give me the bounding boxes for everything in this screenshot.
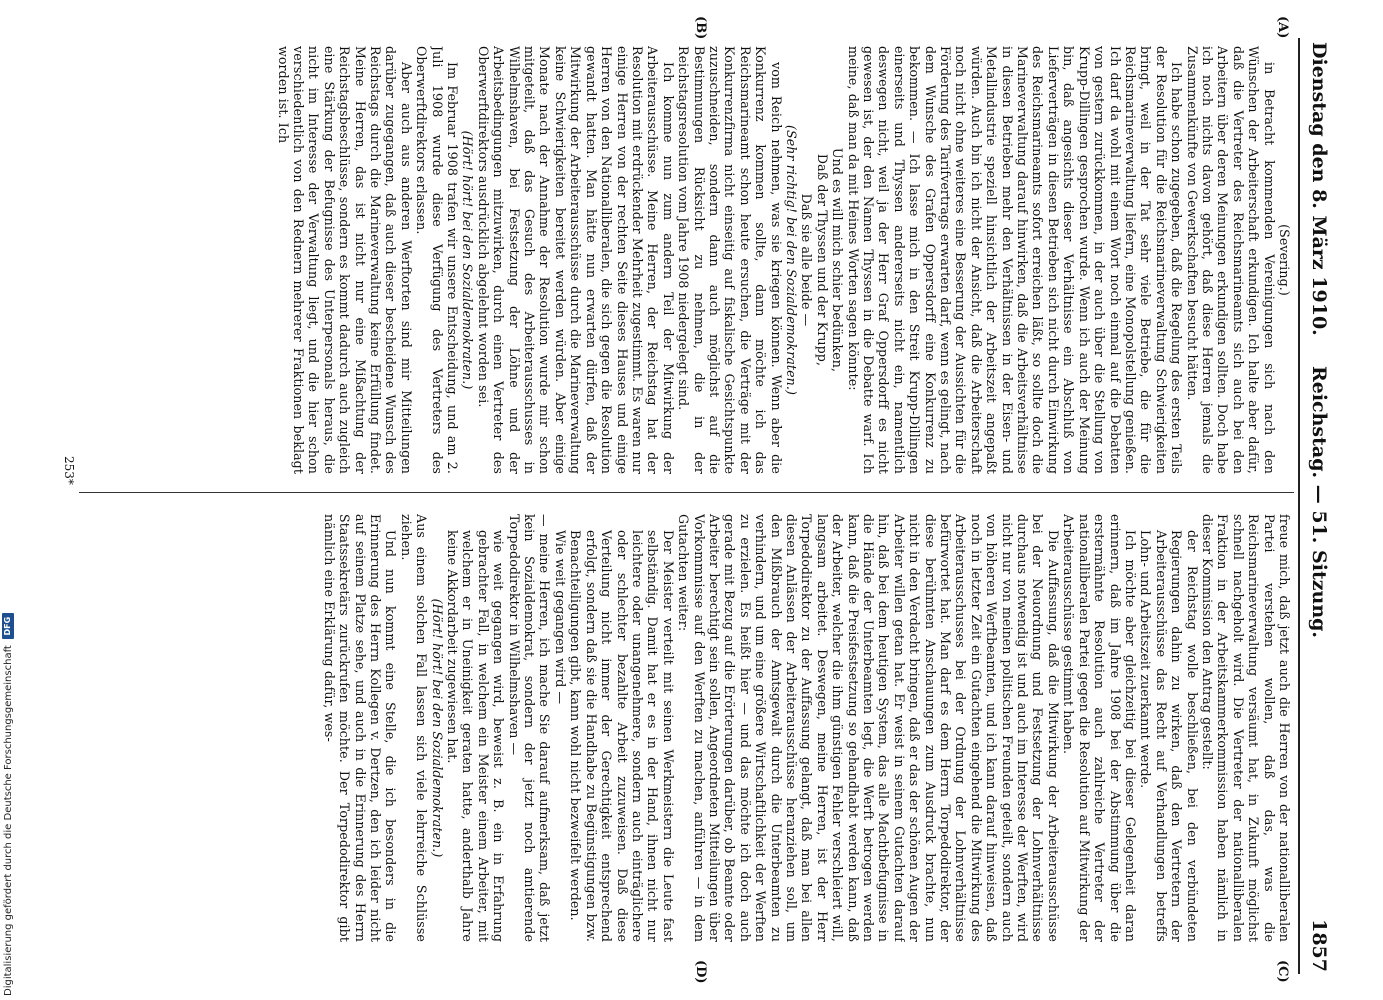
paragraph: Im Februar 1908 trafen wir unsere Entscheidung, und am 2. Juli 1908 wurde diese Verfügung des Vertreters des Oberwerftdirektors erlassen. (414, 46, 461, 474)
interjection: (Hört! hört! bei den Sozialdemokraten.) (460, 130, 476, 390)
paragraph: Die Auffassung, daß die Mitwirkung der Arbeiterausschüsse bei der Neuordnung und Festsetzung der Lohnverhältnisse durchaus notwendig ist und auch im Interesse der Werften, wird nicht nur von meinen politischen Freunden geteilt, sondern auch von höheren Werftbeamten, und ich kann darauf hinweisen, daß noch in letzter Zeit ein Gutachten eingehend die Mitwirkung des Arbeiterausschusses bei der Ordnung der Lohnverhältnisse befürwortet hat. Man darf es dem Herrn Torpedodirektor, der diese berühmten Anschauungen zum Ausdruck brachte, nun nicht in den Verdacht bringen, daß er das der schönen Augen der Arbeiter willen getan hat. Er weist in seinem Gutachten darauf hin, daß bei dem heutigen System, das alle Machtbefugnisse in die Hände der Unterbeamten legt, die Werft betrogen werden kann, daß die Preisfestsetzung so gehandhabt werden kann, daß der Arbeiter, welcher die ihm günstigen Fehler verschleiert will, langsam arbeitet. Deswegen, meine Herren, ist der Herr Torpedodirektor zu der Auffassung gelangt, daß man bei allen diesen Anlässen der Arbeiterausschüsse heranziehen soll, um den Mißbrauch der Amtsgewalt durch die Unterbeamten zu verhindern, und um eine größere Wirtschaftlichkeit der Werften zu erzielen. Es heißt hier — und das möchte ich doch auch gerade mit Bezug auf die Erörterungen darüber, ob Beamte oder Arbeiter berechtigt sein sollen, Angeordneten Mitteilungen über Vorkommnisse auf den Werften zu machen, anführen — in dem Gutachten weiter: (676, 514, 1061, 942)
paragraph: Und nun kommt eine Stelle, die ich besonders in die Erinnerung des Herrn Kollegen v. Dertzen, den ich leider nicht auf seinem Platze sehe, und auch in die Erinnerung des Herrn Staatssekretärs zurückrufen möchte. Der Torpedodirektor gibt nämlich eine Erklärung dafür, wes- (321, 514, 399, 942)
header-page-number: 1857 (1308, 919, 1330, 972)
blockquote (1138, 514, 1200, 942)
interjection: (Sehr richtig! bei den Sozialdemokraten.) (784, 125, 799, 395)
paragraph: freue mich, daß jetzt auch die Herren von der nationalliberalen Partei verstehen wollen, daß das, was die Reichsmarineverwaltung versäumt hat, in Zukunft möglichst schnell nachgeholt wird. Die Vertreter der nationalliberalen Fraktion in der Arbeitskammerkommission haben nämlich in dieser Kommission den Antrag gestellt: (1199, 514, 1292, 942)
quoted-text: wie weit gegangen wird, beweist z. B. ein in Erfahrung gebrachter Fall, in welchem ein Meister einem Arbeiter, mit welchem er in Uneinigkeit geraten hatte, anderthalb Jahre keine Akkordarbeit zugewiesen hat. (445, 530, 507, 942)
header-date: Dienstag den 8. März 1910. (1308, 42, 1330, 336)
column-divider (79, 492, 1294, 493)
paragraph: Aus einem solchen Fall lassen sich viele lehrreiche Schlüsse ziehen. (398, 514, 430, 942)
centered-line: Daß der Thyssen und der Krupp, (814, 153, 830, 367)
paragraph: Ich möchte aber gleichzeitig bei dieser Gelegenheit daran erinnern, daß im Jahre 1908 bei der Abstimmung über die erstermähnte Resolution auch zahlreiche Vertreter der nationalliberalen Partei gegen die Resolution auf Mitwirkung der Arbeiterausschüsse gestimmt haben. (1061, 514, 1138, 942)
dfg-logo: DFG (2, 613, 14, 639)
digitization-note (2, 396, 14, 996)
page-header (1300, 42, 1330, 972)
margin-marker-b: (B) (693, 16, 708, 40)
rotated-newspaper-page (42, 8, 1334, 988)
margin-marker-d: (D) (693, 960, 708, 984)
paragraph: Ich komme nun zum andern Teil der Mitwirkung der Arbeiterausschüsse. Meine Herren, der Reichstag hat der Resolution mit erdrückender Mehrheit zugestimmt. Es waren nur einige Herren von der rechten Seite dieses Hauses und einige Herren von den Nationalliberalen, die sich gegen die Resolution gewandt hatten. Man hätte nun erwarten dürfen, daß der Mitwirkung der Arbeiterausschüsse durch die Marineverwaltung keine Schwierigkeiten bereitet werden würden. Aber einige Monate nach der Annahme der Resolution wurde mir schon mitgeteilt, daß das Gesuch des Arbeiterausschusses in Wilhelmshaven, bei Festsetzung der Löhne und der Arbeitsbedingungen mitzuwirken, durch einen Vertreter des Oberwerftdirektors ausdrücklich abgelehnt worden sei. (475, 46, 676, 474)
paragraph: in Betracht kommenden Vereinigungen sich nach den Wünschen der Arbeiterschaft erkundigen. Ich halte aber dafür, daß die Vertreter des Reichsmarineamts sich auch bei den Arbeitern über deren Meinungen erkundigen sollten. Doch habe ich noch nichts davon gehört, daß diese Herren jemals die Zusammenkünfte von Gewerkschaften besucht hätten. (1184, 46, 1277, 474)
header-title: Reichstag. — 51. Sitzung. (1308, 365, 1330, 639)
quoted-text: Wie weit gegangen wird — (552, 530, 568, 705)
left-text-column (82, 46, 1292, 474)
centered-line: Und es will mich schier bedünken, (830, 147, 846, 373)
sheet-number: 253* (62, 456, 76, 485)
interjection: (Hört! hört! bei den Sozialdemokraten.) (429, 598, 445, 858)
paragraph: vom Reich nehmen, was sie kriegen können. Wenn aber die Konkurrenz kommen sollte, dann möchte ich das Reichsmarineamt schon heute ersuchen, die Verträge mit der Konkurrenzfirma nicht einseitig auf fiskalische Gesichtspunkte zuzuschneiden, sondern dann auch möglichst auf die Bestimmungen Rücksicht zu nehmen, die in der Reichstagsresolution vom Jahre 1908 niedergelegt sind. (676, 46, 784, 474)
quoted-text: Der Meister verteilt mit seinen Werkmeistern die Leute fast selbständig. Damit hat er es in der Hand, ihnen nicht nur leichtere oder unangenehmere, sondern auch einträglichere oder schlechter bezahlte Arbeit zuzuweisen. Daß diese Verteilung nicht immer der Gerechtigkeit entsprechend erfolgt, sondern daß sie die Handhabe zu Begünstigungen bzw. Benachteiligungen gibt, kann wohl nicht bezweifelt werden. (568, 530, 676, 942)
digitization-text: Digitalisierung gefördert durch die Deutsche Forschungsgemeinschaft (2, 645, 14, 996)
margin-marker-a: (A) (1275, 16, 1290, 39)
blockquote (445, 514, 507, 942)
right-text-column (82, 514, 1292, 942)
paragraph: — meine Herren, ich mache Sie darauf aufmerksam, daß jetzt kein Sozialdemokrat, sondern der jetzt noch amtierende Torpedodirektor in Wilhelmshaven — (506, 514, 553, 942)
centered-line: (Severing.) (1277, 224, 1292, 296)
header-rule (1298, 38, 1300, 974)
blockquote (568, 514, 676, 942)
paragraph: Ich habe schon zugegeben, daß die Regelung des ersten Teils der Resolution für die Reichsmarineverwaltung Schwierigkeiten bringt, weil in der Tat sehr viele Betriebe, die für die Reichsmarineverwaltung liefern, eine Monopolstellung genießen. Ich darf da wohl mit einem Wort noch einmal auf die Debatten von gestern zurückkommen, in der auch über die Stellung von Krupp-Dillingen gesprochen wurde. Wenn ich auch der Meinung bin, daß angesichts dieser Verhältnisse ein Abschluß von Lieferverträgen in diesen Betrieben sich nicht durch Einwirkung des Reichsmarineamts sofort erreichen läßt, so sollte doch die Marineverwaltung darauf hinwirken, daß die Arbeitsverhältnisse in diesen Betrieben mehr den Verhältnissen in der Eisen- und Metallindustrie speziell hinsichtlich der Arbeitszeit angepaßt würden. Auch bin ich nicht der Ansicht, daß die Arbeiterschaft noch nicht ohne weiteres eine Besserung der Aussichten für die Förderung des Tarifvertrags erwarten darf, wenn es gelingt, nach dem Wunsche des Grafen Oppersdorff eine Konkurrenz zu bekommen. — Ich lasse mich in den Streit Krupp-Dillingen einerseits und Thyssen andererseits nicht ein, namentlich deswegen nicht, weil ja der Herr Graf Oppersdorff es nicht gewesen ist, der den Namen Thyssen in die Debatte warf. Ich meine, daß man da mit Heines Worten sagen könnte: (845, 46, 1185, 474)
centered-line: Daß sie alle beide — (799, 193, 815, 327)
margin-marker-c: (C) (1275, 960, 1290, 983)
quoted-text: der Reichstag wolle beschließen, bei den verbündeten Regierungen dahin zu wirken, daß den Vertretern der Arbeiterausschüsse das Recht auf Verhandlungen betreffs Lohn- und Arbeitszeit zuerkannt werde. (1138, 530, 1200, 942)
blockquote (553, 514, 568, 942)
paragraph: Aber auch aus anderen Werftorten sind mir Mitteilungen darüber zugegangen, daß auch dieser bescheidene Wunsch des Reichstags durch die Marineverwaltung keine Erfüllung findet. Meine Herren, das ist nicht nur eine Mißachtung der Reichstagsbeschlüsse, sondern es kommt dadurch auch zugleich eine Stärkung der Befugnisse des Unterpersonals heraus, die nicht im Interesse der Verwaltung liegt, und die hier schon verschiedentlich von den Rednern mehrerer Fraktionen beklagt worden ist. Ich (275, 46, 414, 474)
